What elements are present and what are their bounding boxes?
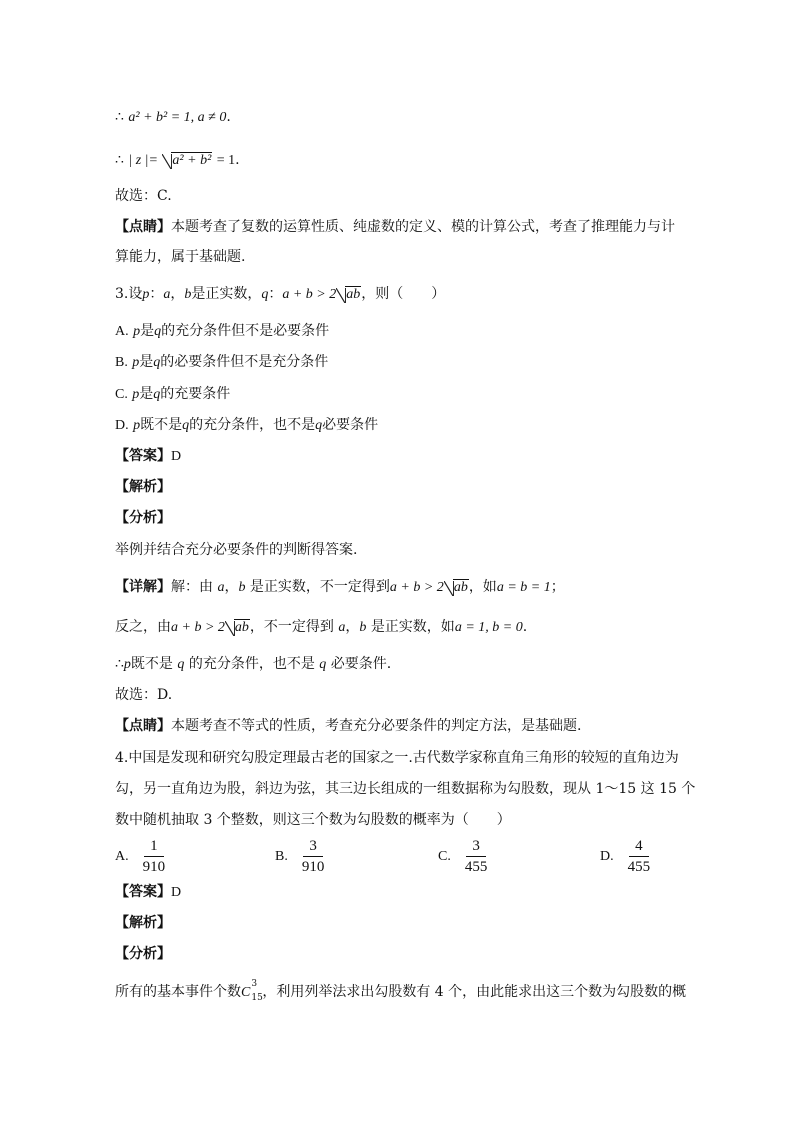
equation: a² + b² = 1, a ≠ 0 — [128, 110, 227, 125]
var-b: b — [359, 620, 367, 635]
q4-option-c — [438, 837, 493, 876]
q3-option-a — [115, 321, 329, 342]
q3-option-d — [115, 415, 378, 436]
combination-indices: 3 15 — [251, 979, 263, 1003]
answer-label: 【答案】 — [115, 448, 171, 464]
var-q: q — [154, 324, 162, 339]
comma: ， — [224, 579, 239, 595]
example-eq: a = 1, b = 0 — [454, 620, 523, 635]
numerator: 1 — [144, 837, 164, 857]
option-label: D. — [600, 848, 614, 864]
therefore-symbol: ∴ — [115, 109, 124, 125]
option-text: 是 — [139, 354, 154, 370]
detail-text: 是正实数，不一定得到 — [249, 579, 390, 595]
answer-label: 【答案】 — [115, 884, 171, 900]
q4-option-d — [600, 837, 656, 876]
detail-text: 解：由 — [171, 579, 213, 595]
var-a: a — [163, 287, 171, 302]
fraction — [296, 837, 331, 876]
conclusion-text: 必要条件. — [330, 656, 392, 672]
denominator: 455 — [464, 859, 488, 875]
q4-analysis-label: 【解析】 — [115, 915, 171, 931]
fenxi-text: 所有的基本事件个数 — [115, 984, 241, 1000]
var-p: p — [132, 387, 140, 402]
colon: ： — [149, 286, 164, 302]
var-a: a — [338, 620, 346, 635]
inequality: a + b > 2 — [282, 287, 337, 302]
answer-value: D — [171, 449, 182, 464]
radicand: ab — [234, 620, 249, 635]
var-q: q — [177, 657, 185, 672]
comma: ， — [170, 286, 185, 302]
option-text: 既不是 — [140, 417, 183, 433]
q2-comment-cont: 算能力，属于基础题. — [115, 249, 246, 265]
comment-label: 【点睛】 — [115, 219, 171, 235]
q4-stem-line-1: 4.中国是发现和研究勾股定理最古老的国家之一.古代数学家称直角三角形的较短的直角边为 — [115, 750, 679, 766]
option-label: C. — [115, 387, 128, 402]
period: . — [522, 619, 528, 635]
detail-text: ，如 — [468, 579, 497, 595]
radicand: ab — [346, 287, 361, 302]
q3-fenxi-label: 【分析】 — [115, 510, 171, 526]
period: . — [235, 152, 240, 168]
q3-analysis-label: 【解析】 — [115, 479, 171, 495]
var-b: b — [184, 287, 192, 302]
combination-symbol: C — [241, 985, 251, 1000]
q3-answer — [115, 446, 181, 467]
radicand: a² + b² — [172, 153, 212, 168]
q3-comment — [115, 716, 581, 736]
q2-answer-choice: 故选：C. — [115, 188, 172, 204]
therefore-symbol: ∴ — [115, 152, 124, 168]
q4-fenxi-label: 【分析】 — [115, 946, 171, 962]
option-text: 的充要条件 — [160, 386, 231, 402]
equation-rhs: = 1 — [216, 153, 236, 168]
q3-choose: 故选：D. — [115, 687, 173, 703]
q3-option-c — [115, 384, 230, 405]
denominator: 910 — [301, 859, 325, 875]
var-q: q — [182, 418, 190, 433]
fenxi-text: ，利用列举法求出勾股数有 4 个，由此能求出这三个数为勾股数的概 — [262, 984, 687, 1000]
option-label: A. — [115, 848, 129, 864]
numerator: 3 — [466, 837, 486, 857]
var-p: p — [132, 355, 140, 370]
colon: ： — [268, 286, 283, 302]
stem-text: ，则（ ） — [361, 286, 446, 302]
numerator: 4 — [629, 837, 649, 857]
q4-answer — [115, 882, 181, 903]
numerator: 3 — [303, 837, 323, 857]
var-q: q — [153, 387, 161, 402]
var-p: p — [133, 324, 141, 339]
converse-text: ，不一定得到 — [249, 619, 334, 635]
var-q: q — [261, 287, 269, 302]
inequality: a + b > 2 — [389, 580, 444, 595]
derivation-line-1 — [115, 107, 231, 128]
radicand: ab — [453, 580, 468, 595]
period: . — [226, 109, 231, 125]
comment-text: 本题考查不等式的性质，考查充分必要条件的判定方法，是基础题. — [171, 718, 582, 734]
fraction — [459, 837, 494, 876]
option-label: B. — [275, 848, 288, 864]
detail-label: 【详解】 — [115, 579, 171, 595]
option-text: 必要条件 — [322, 417, 379, 433]
option-label: B. — [115, 355, 128, 370]
answer-value: D — [171, 885, 182, 900]
option-text: 是 — [139, 386, 154, 402]
option-text: 的必要条件但不是充分条件 — [160, 354, 329, 370]
denominator: 910 — [142, 859, 166, 875]
var-q: q — [153, 355, 161, 370]
comment-label: 【点睛】 — [115, 718, 171, 734]
q2-comment — [115, 217, 675, 237]
var-p: p — [123, 657, 131, 672]
converse-text: 反之，由 — [115, 619, 171, 635]
q4-stem-line-2: 勾，另一直角边为股，斜边为弦，其三边长组成的一组数据称为勾股数，现从 1～15 这 15 个 — [115, 781, 696, 797]
option-text: 的充分条件但不是必要条件 — [161, 323, 330, 339]
var-q: q — [319, 657, 327, 672]
q4-fenxi-text — [115, 979, 687, 1003]
option-text: 的充分条件，也不是 — [189, 417, 316, 433]
sqrt-ab — [225, 618, 250, 638]
sqrt-ab — [336, 285, 361, 305]
q3-stem — [115, 284, 445, 305]
q3-fenxi-text: 举例并结合充分必要条件的判断得答案. — [115, 542, 358, 558]
q3-converse — [115, 617, 527, 638]
comma: ， — [345, 619, 360, 635]
var-b: b — [238, 580, 246, 595]
q3-detail — [115, 577, 565, 598]
q4-stem-line-3: 数中随机抽取 3 个整数，则这三个数为勾股数的概率为（ ） — [115, 812, 511, 828]
modulus-lhs: | z |= — [128, 153, 158, 168]
fraction — [622, 837, 657, 876]
comment-text: 本题考查了复数的运算性质、纯虚数的定义、模的计算公式，考查了推理能力与计 — [171, 219, 675, 235]
derivation-line-2 — [115, 150, 240, 171]
converse-text: 是正实数，如 — [370, 619, 455, 635]
q4-option-b — [275, 837, 330, 876]
conclusion-text: 的充分条件，也不是 — [188, 656, 315, 672]
denominator: 455 — [627, 859, 651, 875]
option-label: C. — [438, 848, 451, 864]
q4-option-a — [115, 837, 171, 876]
var-p: p — [142, 287, 150, 302]
sqrt-expression — [162, 151, 212, 171]
conclusion-text: 既不是 — [130, 656, 173, 672]
option-label: A. — [115, 324, 129, 339]
fraction — [137, 837, 172, 876]
stem-text: 是正实数， — [191, 286, 262, 302]
sqrt-ab — [444, 578, 469, 598]
example-eq: a = b = 1 — [496, 580, 551, 595]
var-p: p — [133, 418, 141, 433]
semicolon: ； — [550, 579, 565, 595]
stem-text: 3.设 — [115, 286, 143, 302]
var-a: a — [217, 580, 225, 595]
q3-conclusion — [115, 654, 391, 675]
therefore-symbol: ∴ — [115, 656, 124, 672]
inequality: a + b > 2 — [171, 620, 225, 635]
var-q: q — [315, 418, 323, 433]
option-label: D. — [115, 418, 129, 433]
option-text: 是 — [140, 323, 155, 339]
q3-option-b — [115, 352, 328, 373]
